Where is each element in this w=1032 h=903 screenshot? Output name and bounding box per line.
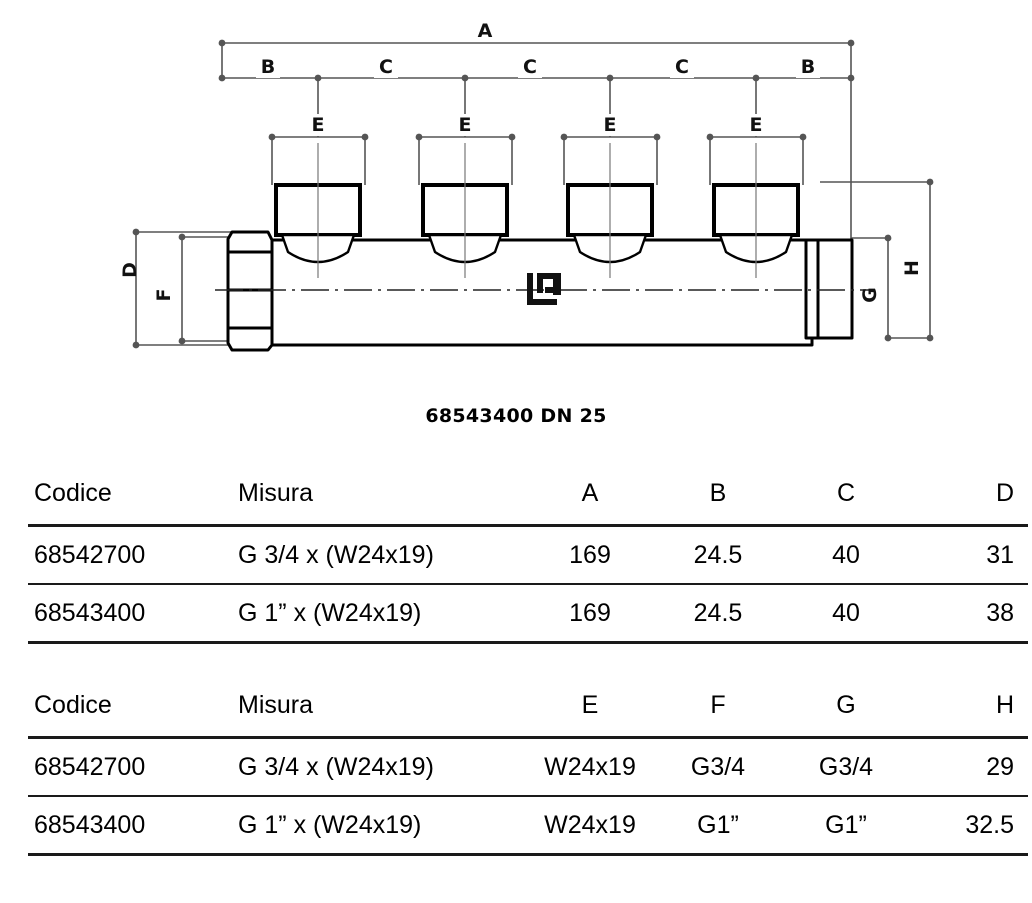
column-header-h: H xyxy=(910,674,1028,738)
column-header-e: E xyxy=(526,674,654,738)
svg-text:H: H xyxy=(901,260,923,276)
spec-table-abcd xyxy=(28,462,1028,644)
table-row xyxy=(28,526,1028,585)
cell-f: G1” xyxy=(654,796,782,855)
cell-e: W24x19 xyxy=(526,796,654,855)
svg-text:C: C xyxy=(523,56,537,78)
cell-codice: 68542700 xyxy=(28,738,234,797)
cell-misura: G 1” x (W24x19) xyxy=(234,584,526,643)
svg-text:G: G xyxy=(859,287,881,303)
svg-text:E: E xyxy=(749,114,763,136)
cell-e: W24x19 xyxy=(526,738,654,797)
column-header-f: F xyxy=(654,674,782,738)
cell-misura: G 3/4 x (W24x19) xyxy=(234,526,526,585)
column-header-codice: Codice xyxy=(28,674,234,738)
cell-codice: 68542700 xyxy=(28,526,234,585)
column-header-g: G xyxy=(782,674,910,738)
svg-text:D: D xyxy=(119,262,141,278)
svg-text:F: F xyxy=(153,288,175,302)
table-spacer xyxy=(28,644,1004,674)
svg-text:B: B xyxy=(260,56,276,78)
table-header-row xyxy=(28,462,1028,526)
cell-g: G1” xyxy=(782,796,910,855)
cell-misura: G 1” x (W24x19) xyxy=(234,796,526,855)
table-row xyxy=(28,738,1028,797)
technical-drawing xyxy=(0,0,1032,450)
cell-a: 169 xyxy=(526,584,654,643)
cell-codice: 68543400 xyxy=(28,584,234,643)
cell-f: G3/4 xyxy=(654,738,782,797)
svg-text:E: E xyxy=(603,114,617,136)
cell-a: 169 xyxy=(526,526,654,585)
specification-tables xyxy=(28,462,1014,856)
cell-codice: 68543400 xyxy=(28,796,234,855)
svg-text:A: A xyxy=(477,20,493,42)
svg-text:C: C xyxy=(675,56,689,78)
svg-text:E: E xyxy=(311,114,325,136)
column-header-a: A xyxy=(526,462,654,526)
cell-d: 31 xyxy=(910,526,1028,585)
cell-c: 40 xyxy=(782,526,910,585)
cell-g: G3/4 xyxy=(782,738,910,797)
column-header-misura: Misura xyxy=(234,462,526,526)
table-header-row xyxy=(28,674,1028,738)
column-header-d: D xyxy=(910,462,1028,526)
cell-h: 32.5 xyxy=(910,796,1028,855)
cell-c: 40 xyxy=(782,584,910,643)
cell-h: 29 xyxy=(910,738,1028,797)
drawing-caption: 68543400 DN 25 xyxy=(425,405,607,427)
cell-b: 24.5 xyxy=(654,526,782,585)
column-header-misura: Misura xyxy=(234,674,526,738)
column-header-b: B xyxy=(654,462,782,526)
cell-d: 38 xyxy=(910,584,1028,643)
column-header-c: C xyxy=(782,462,910,526)
table-row xyxy=(28,584,1028,643)
svg-text:B: B xyxy=(800,56,816,78)
cell-misura: G 3/4 x (W24x19) xyxy=(234,738,526,797)
column-header-codice: Codice xyxy=(28,462,234,526)
svg-text:C: C xyxy=(379,56,393,78)
cell-b: 24.5 xyxy=(654,584,782,643)
spec-table-efgh xyxy=(28,674,1028,856)
table-row xyxy=(28,796,1028,855)
svg-text:E: E xyxy=(458,114,472,136)
